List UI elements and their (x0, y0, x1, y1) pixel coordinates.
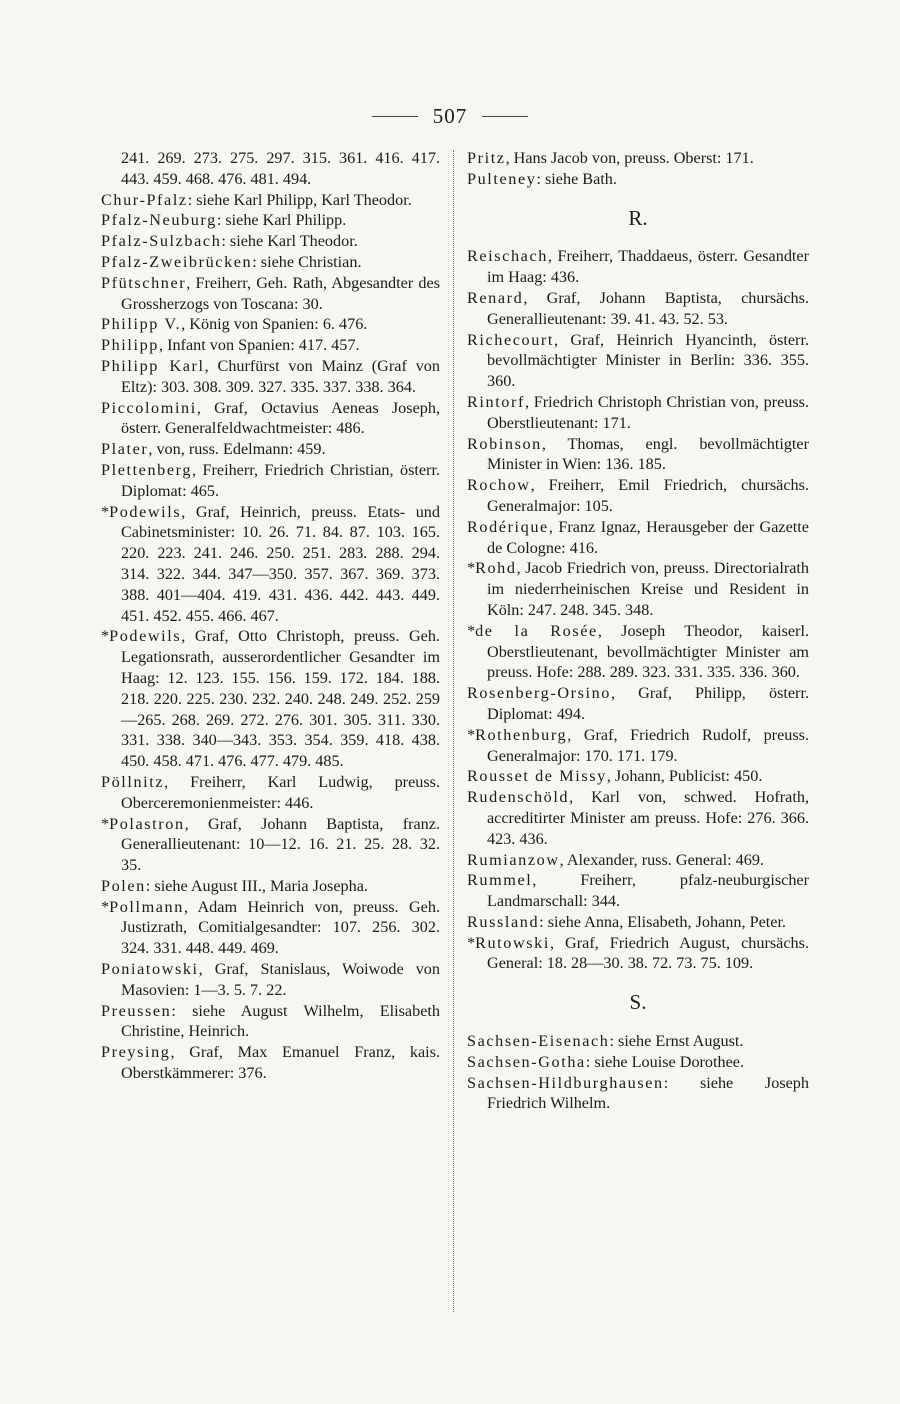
entry-headword: Poniatowski (101, 960, 199, 979)
entry-headword: Rosenberg-Orsino (467, 684, 611, 703)
index-entry (101, 814, 440, 876)
entry-text: , Graf, Johann Baptista, chursächs. Generallieutenant: 39. 41. 43. 52. 53. (487, 288, 809, 328)
entry-marker: * (101, 897, 110, 916)
entry-headword: Sachsen-Eisenach (467, 1032, 610, 1051)
index-entry (467, 683, 809, 725)
entry-text: , Graf, Friedrich August, chursächs. General: 18. 28—30. 38. 72. 73. 75. 109. (487, 933, 809, 973)
entry-text: , Graf, Max Emanuel Franz, kais. Oberstkämmerer: 376. (121, 1043, 440, 1083)
entry-text: : siehe August III., Maria Josepha. (145, 876, 368, 895)
entry-headword: Renard (467, 288, 524, 307)
entry-headword: Rumianzow (467, 850, 560, 869)
header-rule-right (482, 116, 528, 117)
index-entry (467, 933, 809, 975)
entry-headword: Polastron (109, 814, 185, 833)
entry-text: : siehe Karl Theodor. (221, 232, 358, 251)
entry-text: , Freiherr, Thaddaeus, österr. Gesandter im Haag: 436. (487, 247, 809, 287)
entry-text: , Infant von Spanien: 417. 457. (158, 336, 360, 355)
section-letter-r: R. (628, 205, 648, 230)
index-entry (101, 231, 440, 252)
index-entry (101, 897, 440, 959)
index-entry (101, 439, 440, 460)
entries-s (467, 1031, 809, 1114)
left-column (101, 148, 440, 1084)
entry-headword: Plater (101, 440, 149, 459)
entry-headword: Preussen (101, 1001, 172, 1020)
entry-headword: Pulteney (467, 169, 537, 188)
index-entry (467, 912, 809, 933)
entry-marker: * (101, 502, 110, 521)
entry-marker: * (467, 559, 476, 578)
index-entry (101, 398, 440, 440)
entry-marker: * (467, 933, 476, 952)
entry-text: , Freiherr, Geh. Rath, Abgesandter des Grossherzogs von Toscana: 30. (121, 273, 440, 313)
index-entry (467, 288, 809, 330)
index-entry (101, 335, 440, 356)
index-entry (101, 502, 440, 627)
entry-text: : siehe Karl Philipp. (216, 211, 347, 230)
entry-headword: Rintorf (467, 392, 525, 411)
entry-text: 241. 269. 273. 275. 297. 315. 361. 416. 417. 443. 459. 468. 476. 481. 494. (121, 149, 440, 188)
index-entry (467, 1073, 809, 1115)
entry-text: , König von Spanien: 6. 476. (181, 315, 368, 334)
entry-headword: Pfalz-Neuburg (101, 211, 217, 230)
entry-text: , Freiherr, Friedrich Christian, österr. Diplomat: 465. (121, 460, 440, 500)
entry-headword: Sachsen-Hildburghausen (467, 1073, 664, 1092)
entry-headword: Rutowski (475, 933, 550, 952)
entry-text: : siehe Bath. (536, 169, 617, 188)
section-letter-s: S. (629, 990, 647, 1015)
entry-headword: Rohd (475, 559, 517, 578)
entry-headword: Pritz (467, 149, 506, 167)
entries-r (467, 246, 809, 974)
right-column (467, 148, 809, 1114)
entry-text: , Jacob Friedrich von, preuss. Directorialrath im niederrheinischen Kreise und Resident in Köln: 247. 248. 345. 348. (487, 559, 809, 619)
index-entry (467, 558, 809, 620)
entry-headword: Rousset de Missy (467, 767, 607, 786)
entry-text: : siehe Karl Philipp, Karl Theodor. (187, 190, 412, 209)
index-entry (467, 392, 809, 434)
header-rule-left (372, 116, 418, 117)
entry-headword: de la Rosée (475, 621, 598, 640)
index-entry (467, 246, 809, 288)
entry-headword: Pfalz-Sulzbach (101, 232, 222, 251)
entry-text: , Graf, Heinrich Hyancinth, österr. bevollmächtigter Minister in Berlin: 336. 355. 360. (487, 330, 809, 391)
index-entry (101, 959, 440, 1001)
index-entry (101, 626, 440, 772)
entry-text: , Hans Jacob von, preuss. Oberst: 171. (505, 149, 754, 167)
index-entry (101, 876, 440, 897)
entry-text: , Adam Heinrich von, preuss. Geh. Justizrath, Comitialgesandter: 107. 256. 302. 324. 331. 448. 449. 469. (121, 897, 440, 958)
entry-headword: Philipp V. (101, 315, 182, 334)
entry-headword: Pollmann (109, 897, 184, 916)
entry-text: , Graf, Octavius Aeneas Joseph, österr. Generalfeldwachtmeister: 486. (121, 398, 440, 438)
index-entry (101, 252, 440, 273)
entry-headword: Rudenschöld (467, 788, 570, 807)
entry-headword: Chur-Pfalz (101, 190, 188, 209)
entry-headword: Podewils (109, 627, 182, 646)
entry-text: , Alexander, russ. General: 469. (559, 850, 764, 869)
index-entry (101, 1001, 440, 1043)
entry-headword: Plettenberg (101, 460, 193, 479)
entry-text: , Freiherr, Emil Friedrich, chursächs. Generalmajor: 105. (487, 476, 809, 515)
entry-headword: Sachsen-Gotha (467, 1052, 586, 1071)
index-entry (467, 434, 809, 476)
index-entry (101, 356, 440, 398)
entry-text: : siehe Ernst August. (609, 1032, 744, 1051)
entry-text: , Friedrich Christoph Christian von, preuss. Oberstlieutenant: 171. (487, 392, 809, 432)
entry-marker: * (467, 621, 476, 640)
entry-headword: Pfütschner (101, 273, 187, 292)
entry-text: , Graf, Stanislaus, Woiwode von Masovien: 1—3. 5. 7. 22. (121, 960, 440, 999)
index-entry (101, 148, 440, 190)
entry-headword: Piccolomini (101, 398, 197, 417)
entry-headword: Rummel (467, 871, 533, 890)
index-entry (467, 787, 809, 849)
entry-text: , von, russ. Edelmann: 459. (148, 440, 326, 459)
entry-text: , Graf, Otto Christoph, preuss. Geh. Legationsrath, ausserordentlicher Gesandter im Haag: 12. 123. 155. 156. 159. 172. 184. 188. 218. 220. 225. 230. 232. 240. 248. 249. 252. 259—265. 268. 269. 272. 276. 301. 305. 311. 330. 331. 338. 340—343. 353. 354. 359. 418. 438. 450. 458. 471. 476. 477. 479. 485. (121, 627, 440, 771)
entry-text: , Graf, Philipp, österr. Diplomat: 494. (487, 684, 809, 723)
entry-headword: Rodérique (467, 517, 549, 536)
index-entry (467, 330, 809, 392)
entry-headword: Polen (101, 876, 146, 895)
entry-headword: Pfalz-Zweibrücken (101, 252, 253, 271)
index-entry (467, 870, 809, 912)
page-header (0, 104, 900, 134)
index-entry (101, 772, 440, 814)
column-divider (453, 150, 454, 1312)
entry-text: : siehe Joseph Friedrich Wilhelm. (487, 1073, 809, 1113)
index-entry (467, 1031, 809, 1052)
index-entry (467, 766, 809, 787)
index-entry (467, 1052, 809, 1073)
entry-headword: Philipp (101, 336, 159, 355)
page-number: 507 (432, 104, 468, 128)
index-entry (467, 621, 809, 683)
entry-headword: Richecourt (467, 330, 555, 349)
index-entry (101, 273, 440, 315)
entry-headword: Pöllnitz (101, 772, 165, 791)
entry-headword: Robinson (467, 434, 542, 453)
index-entry (467, 725, 809, 767)
index-entry (101, 210, 440, 231)
entry-text: : siehe Christian. (252, 252, 362, 271)
entry-headword: Rochow (467, 476, 531, 495)
entry-text: , Churfürst von Mainz (Graf von Eltz): 303. 308. 309. 327. 335. 337. 338. 364. (121, 356, 440, 396)
entry-text: , Johann, Publicist: 450. (606, 767, 763, 786)
index-entry (101, 1042, 440, 1084)
entry-headword: Russland (467, 912, 540, 931)
entry-headword: Reischach (467, 247, 548, 266)
index-entry (467, 517, 809, 559)
entry-marker: * (101, 814, 110, 833)
entry-marker: * (101, 627, 110, 646)
entry-text: , Graf, Friedrich Rudolf, preuss. Generalmajor: 170. 171. 179. (487, 725, 809, 765)
entries-p-left (101, 148, 440, 1084)
entry-marker: * (467, 725, 476, 744)
entry-text: , Joseph Theodor, kaiserl. Oberstlieutenant, bevollmächtigter Minister am preuss. Hofe: 288. 289. 323. 331. 335. 336. 360. (487, 621, 809, 682)
index-entry (467, 148, 809, 169)
entry-text: , Graf, Heinrich, preuss. Etats- und Cabinetsminister: 10. 26. 71. 84. 87. 103. 165. 220. 223. 241. 246. 250. 251. 283. 288. 294. 314. 322. 344. 347—350. 357. 367. 369. 373. 388. 401—404. 419. 431. 436. 442. 443. 449. 451. 452. 455. 466. 467. (121, 502, 440, 625)
index-entry (101, 190, 440, 211)
entry-headword: Podewils (109, 502, 182, 521)
entry-text: : siehe Anna, Elisabeth, Johann, Peter. (539, 912, 786, 931)
entries-p-right (467, 148, 809, 190)
index-entry (467, 475, 809, 517)
entry-text: , Franz Ignaz, Herausgeber der Gazette de Cologne: 416. (487, 517, 809, 557)
entry-text: , Freiherr, pfalz-neuburgischer Landmarschall: 344. (487, 871, 809, 911)
entry-text: , Freiherr, Karl Ludwig, preuss. Oberceremonienmeister: 446. (121, 772, 440, 812)
entry-headword: Philipp Karl (101, 356, 205, 375)
index-entry (101, 460, 440, 502)
entry-headword: Rothenburg (475, 725, 568, 744)
index-entry (467, 169, 809, 190)
index-entry (467, 850, 809, 871)
entry-text: : siehe Louise Dorothee. (585, 1052, 745, 1071)
entry-text: , Karl von, schwed. Hofrath, accreditirter Minister am preuss. Hofe: 276. 366. 423. 436. (487, 788, 809, 848)
entry-text: , Graf, Johann Baptista, franz. Generallieutenant: 10—12. 16. 21. 25. 28. 32. 35. (121, 814, 440, 875)
index-entry (101, 314, 440, 335)
entry-headword: Preysing (101, 1043, 171, 1062)
entry-text: : siehe August Wilhelm, Elisabeth Christine, Heinrich. (121, 1001, 440, 1041)
entry-text: , Thomas, engl. bevollmächtigter Minister in Wien: 136. 185. (487, 434, 809, 474)
